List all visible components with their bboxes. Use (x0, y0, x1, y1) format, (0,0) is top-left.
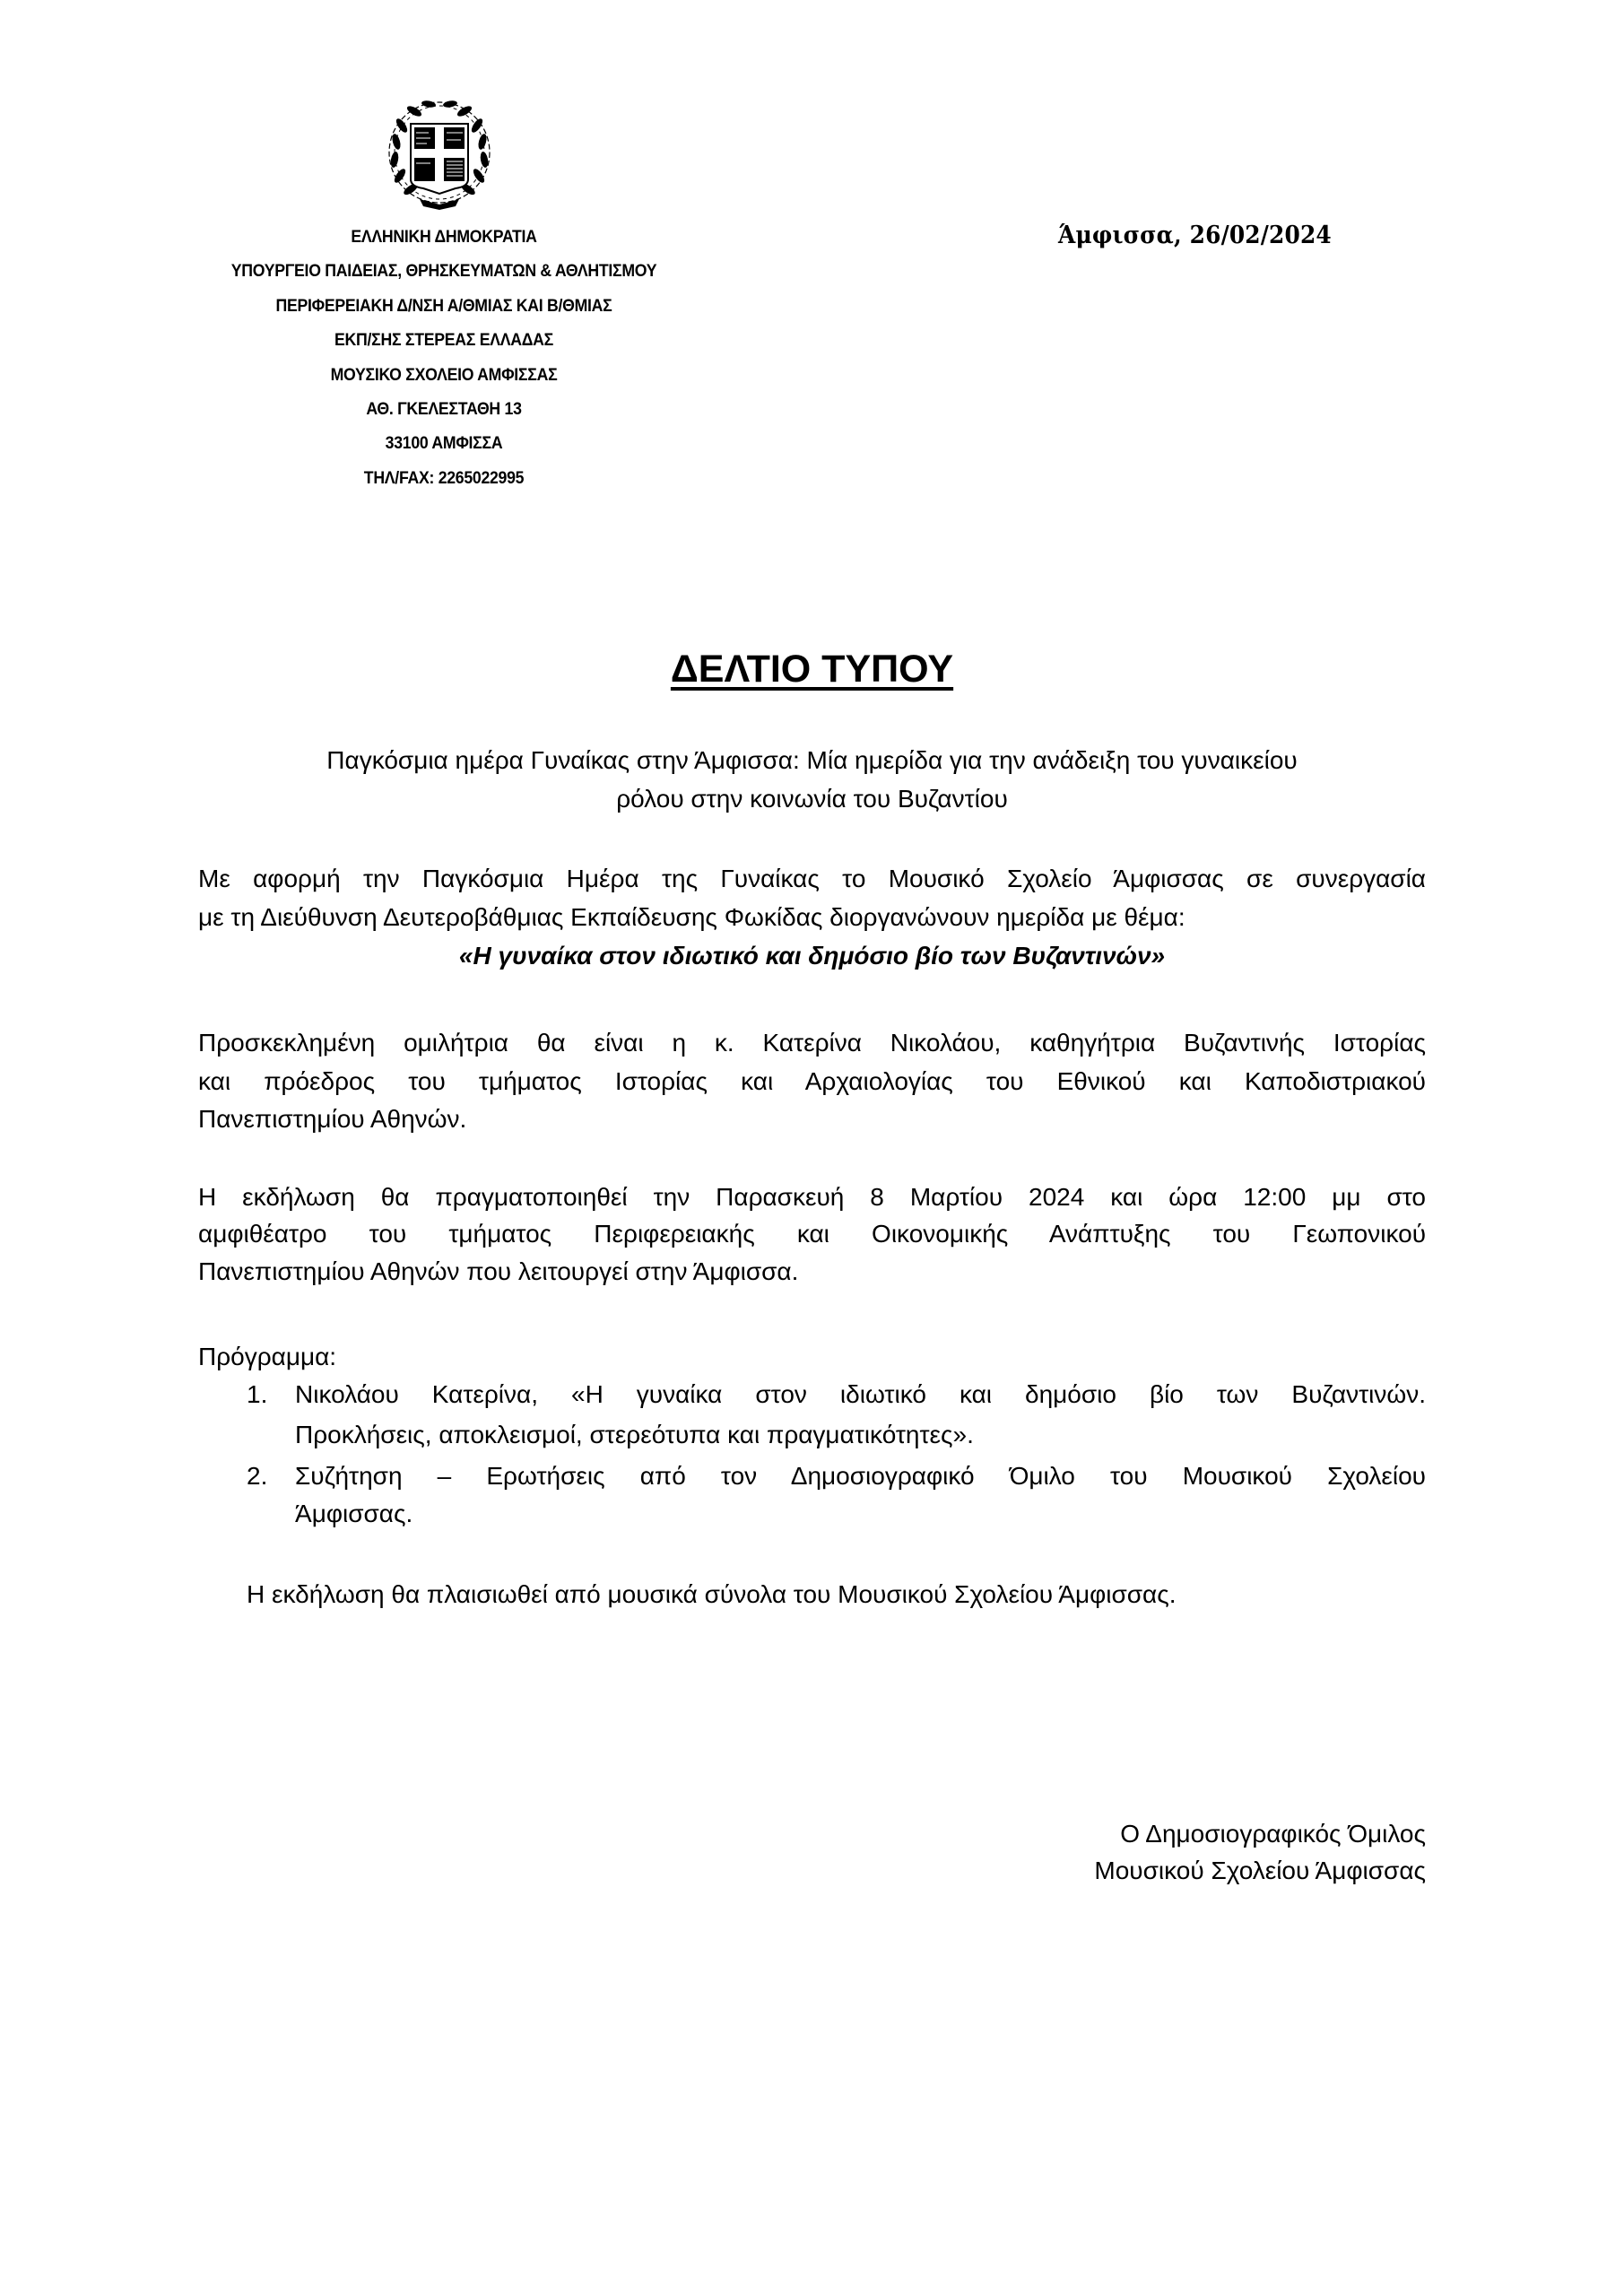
letterhead-line: ΕΚΠ/ΣΗΣ ΣΤΕΡΕΑΣ ΕΛΛΑΔΑΣ (334, 331, 553, 351)
letterhead-line: ΑΘ. ΓΚΕΛΕΣΤΑΘΗ 13 (366, 399, 522, 419)
letterhead-line: ΠΕΡΙΦΕΡΕΙΑΚΗ Δ/ΝΣΗ Α/ΘΜΙΑΣ ΚΑΙ Β/ΘΜΙΑΣ (275, 296, 612, 316)
signature-line: Ο Δημοσιογραφικός Όμιλος (1120, 1820, 1426, 1848)
program-item-line: Νικολάου Κατερίνα, «Η γυναίκα στον ιδιωτικό και δημόσιο βίο των Βυζαντινών. (295, 1380, 1426, 1408)
greek-coat-of-arms-icon (384, 97, 495, 212)
paragraph-line: με τη Διεύθυνση Δευτεροβάθμιας Εκπαίδευσης Φωκίδας διοργανώνουν ημερίδα με θέμα: (198, 903, 1185, 931)
program-item-line: Άμφισσας. (295, 1500, 413, 1527)
program-item-line: Προκλήσεις, αποκλεισμοί, στερεότυπα και πραγματικότητες». (295, 1421, 974, 1448)
subtitle-line: ρόλου στην κοινωνία του Βυζαντίου (616, 785, 1008, 813)
subtitle-line: Παγκόσμια ημέρα Γυναίκας στην Άμφισσα: Μία ημερίδα για την ανάδειξη του γυναικείου (326, 746, 1298, 774)
page-title-text: ΔΕΛΤΙΟ ΤΥΠΟΥ (670, 648, 954, 691)
letterhead-line: 33100 ΑΜΦΙΣΣΑ (385, 434, 503, 454)
program-item-number: 2. (247, 1462, 268, 1490)
letterhead-line: ΕΛΛΗΝΙΚΗ ΔΗΜΟΚΡΑΤΙΑ (351, 228, 537, 247)
program-item-line: Συζήτηση – Ερωτήσεις από τον Δημοσιογραφικό Όμιλο του Μουσικού Σχολείου (295, 1462, 1426, 1490)
program-heading: Πρόγραμμα: (198, 1343, 337, 1370)
paragraph-line: αμφιθέατρο του τμήματος Περιφερειακής και Οικονομικής Ανάπτυξης του Γεωπονικού (198, 1220, 1426, 1248)
paragraph-line: Με αφορμή την Παγκόσμια Ημέρα της Γυναίκας το Μουσικό Σχολείο Άμφισσας σε συνεργασία (198, 865, 1426, 892)
program-item-number: 1. (247, 1380, 268, 1408)
letterhead-line: ΤΗΛ/FAX: 2265022995 (363, 468, 525, 488)
event-theme: «Η γυναίκα στον ιδιωτικό και δημόσιο βίο των Βυζαντινών» (458, 942, 1166, 970)
closing-sentence: Η εκδήλωση θα πλαισιωθεί από μουσικά σύνολα του Μουσικού Σχολείου Άμφισσας. (247, 1580, 1177, 1608)
page-title (0, 648, 1624, 691)
document-date: Άμφισσα, 26/02/2024 (1058, 222, 1332, 249)
paragraph-line: και πρόεδρος του τμήματος Ιστορίας και Αρχαιολογίας του Εθνικού και Καποδιστριακού (198, 1067, 1426, 1095)
letterhead-line: ΥΠΟΥΡΓΕΙΟ ΠΑΙΔΕΙΑΣ, ΘΡΗΣΚΕΥΜΑΤΩΝ & ΑΘΛΗΤΙΣΜΟΥ (230, 262, 657, 282)
paragraph-line: Πανεπιστημίου Αθηνών. (198, 1105, 467, 1133)
letterhead (108, 221, 780, 496)
paragraph-line: Πανεπιστημίου Αθηνών που λειτουργεί στην Άμφισσα. (198, 1257, 799, 1285)
letterhead-line: ΜΟΥΣΙΚΟ ΣΧΟΛΕΙΟ ΑΜΦΙΣΣΑΣ (330, 365, 558, 385)
signature-line: Μουσικού Σχολείου Άμφισσας (1094, 1857, 1426, 1884)
paragraph-line: Η εκδήλωση θα πραγματοποιηθεί την Παρασκευή 8 Μαρτίου 2024 και ώρα 12:00 μμ στο (198, 1183, 1426, 1211)
paragraph-line: Προσκεκλημένη ομιλήτρια θα είναι η κ. Κατερίνα Νικολάου, καθηγήτρια Βυζαντινής Ιστορίας (198, 1029, 1426, 1057)
